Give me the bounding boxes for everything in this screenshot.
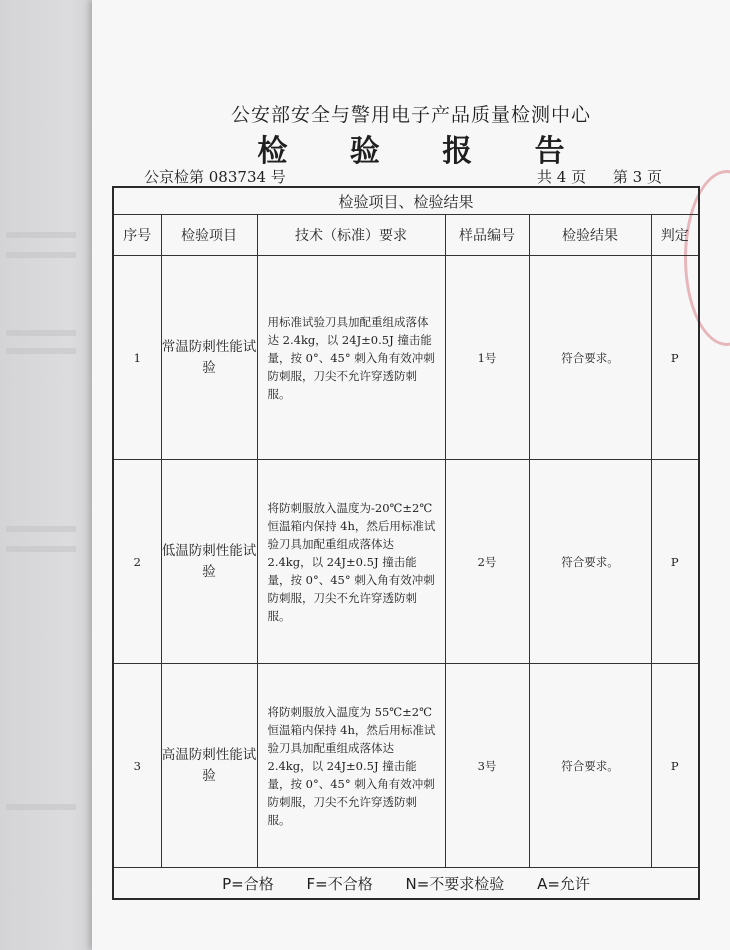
table-caption: 检验项目、检验结果: [113, 187, 699, 215]
column-header-sample: 样品编号: [445, 215, 529, 256]
row-item: 低温防刺性能试验: [161, 460, 257, 664]
row-judgement: P: [651, 256, 699, 460]
row-judgement: P: [651, 664, 699, 868]
legend-allowed: A=允许: [537, 874, 590, 893]
row-requirement: 用标准试验刀具加配重组成落体达 2.4kg，以 24J±0.5J 撞击能量，按 0°、45° 刺入角有效冲刺防刺服，刀尖不允许穿透防刺服。: [257, 256, 445, 460]
table-header-row: [113, 215, 699, 256]
row-result: 符合要求。: [529, 256, 651, 460]
row-sample: 3号: [445, 664, 529, 868]
row-judgement: P: [651, 460, 699, 664]
ghost-text-line: [6, 330, 76, 336]
row-item: 高温防刺性能试验: [161, 664, 257, 868]
row-seq: 1: [113, 256, 161, 460]
legend-pass: P=合格: [222, 874, 274, 893]
table-row: [113, 256, 699, 460]
total-pages: 共 4 页: [537, 168, 587, 186]
ghost-text-line: [6, 546, 76, 552]
row-result: 符合要求。: [529, 664, 651, 868]
column-header-requirement: 技术（标准）要求: [257, 215, 445, 256]
column-header-seq: 序号: [113, 215, 161, 256]
column-header-result: 检验结果: [529, 215, 651, 256]
row-item: 常温防刺性能试验: [161, 256, 257, 460]
underlying-page: [0, 0, 100, 950]
ghost-text-line: [6, 804, 76, 810]
legend-not-required: N=不要求检验: [405, 874, 505, 893]
row-sample: 2号: [445, 460, 529, 664]
row-sample: 1号: [445, 256, 529, 460]
table-row: [113, 460, 699, 664]
current-page: 第 3 页: [612, 168, 662, 186]
column-header-judgement: 判定: [651, 215, 699, 256]
table-row: [113, 664, 699, 868]
legend-fail: F=不合格: [306, 874, 373, 893]
ghost-text-line: [6, 348, 76, 354]
ghost-text-line: [6, 526, 76, 532]
row-requirement: 将防刺服放入温度为 55℃±2℃恒温箱内保持 4h，然后用标准试验刀具加配重组成落体达 2.4kg，以 24J±0.5J 撞击能量，按 0°、45° 刺入角有效冲刺防刺服，刀尖不允许穿透防刺服。: [257, 664, 445, 868]
inspection-table: [112, 186, 700, 900]
judgement-legend: [113, 868, 699, 900]
report-page: [92, 0, 730, 950]
report-title: 检 验 报 告: [257, 134, 591, 169]
column-header-item: 检验项目: [161, 215, 257, 256]
ghost-text-line: [6, 252, 76, 258]
row-result: 符合要求。: [529, 460, 651, 664]
row-requirement: 将防刺服放入温度为-20℃±2℃恒温箱内保持 4h，然后用标准试验刀具加配重组成落体达 2.4kg，以 24J±0.5J 撞击能量，按 0°、45° 刺入角有效冲刺防刺服，刀尖不允许穿透防刺服。: [257, 460, 445, 664]
ghost-text-line: [6, 232, 76, 238]
page-info: [537, 166, 662, 187]
organization-title: 公安部安全与警用电子产品质量检测中心: [230, 104, 591, 126]
report-number: 公京检第 083734 号: [144, 168, 286, 186]
row-seq: 2: [113, 460, 161, 664]
row-seq: 3: [113, 664, 161, 868]
